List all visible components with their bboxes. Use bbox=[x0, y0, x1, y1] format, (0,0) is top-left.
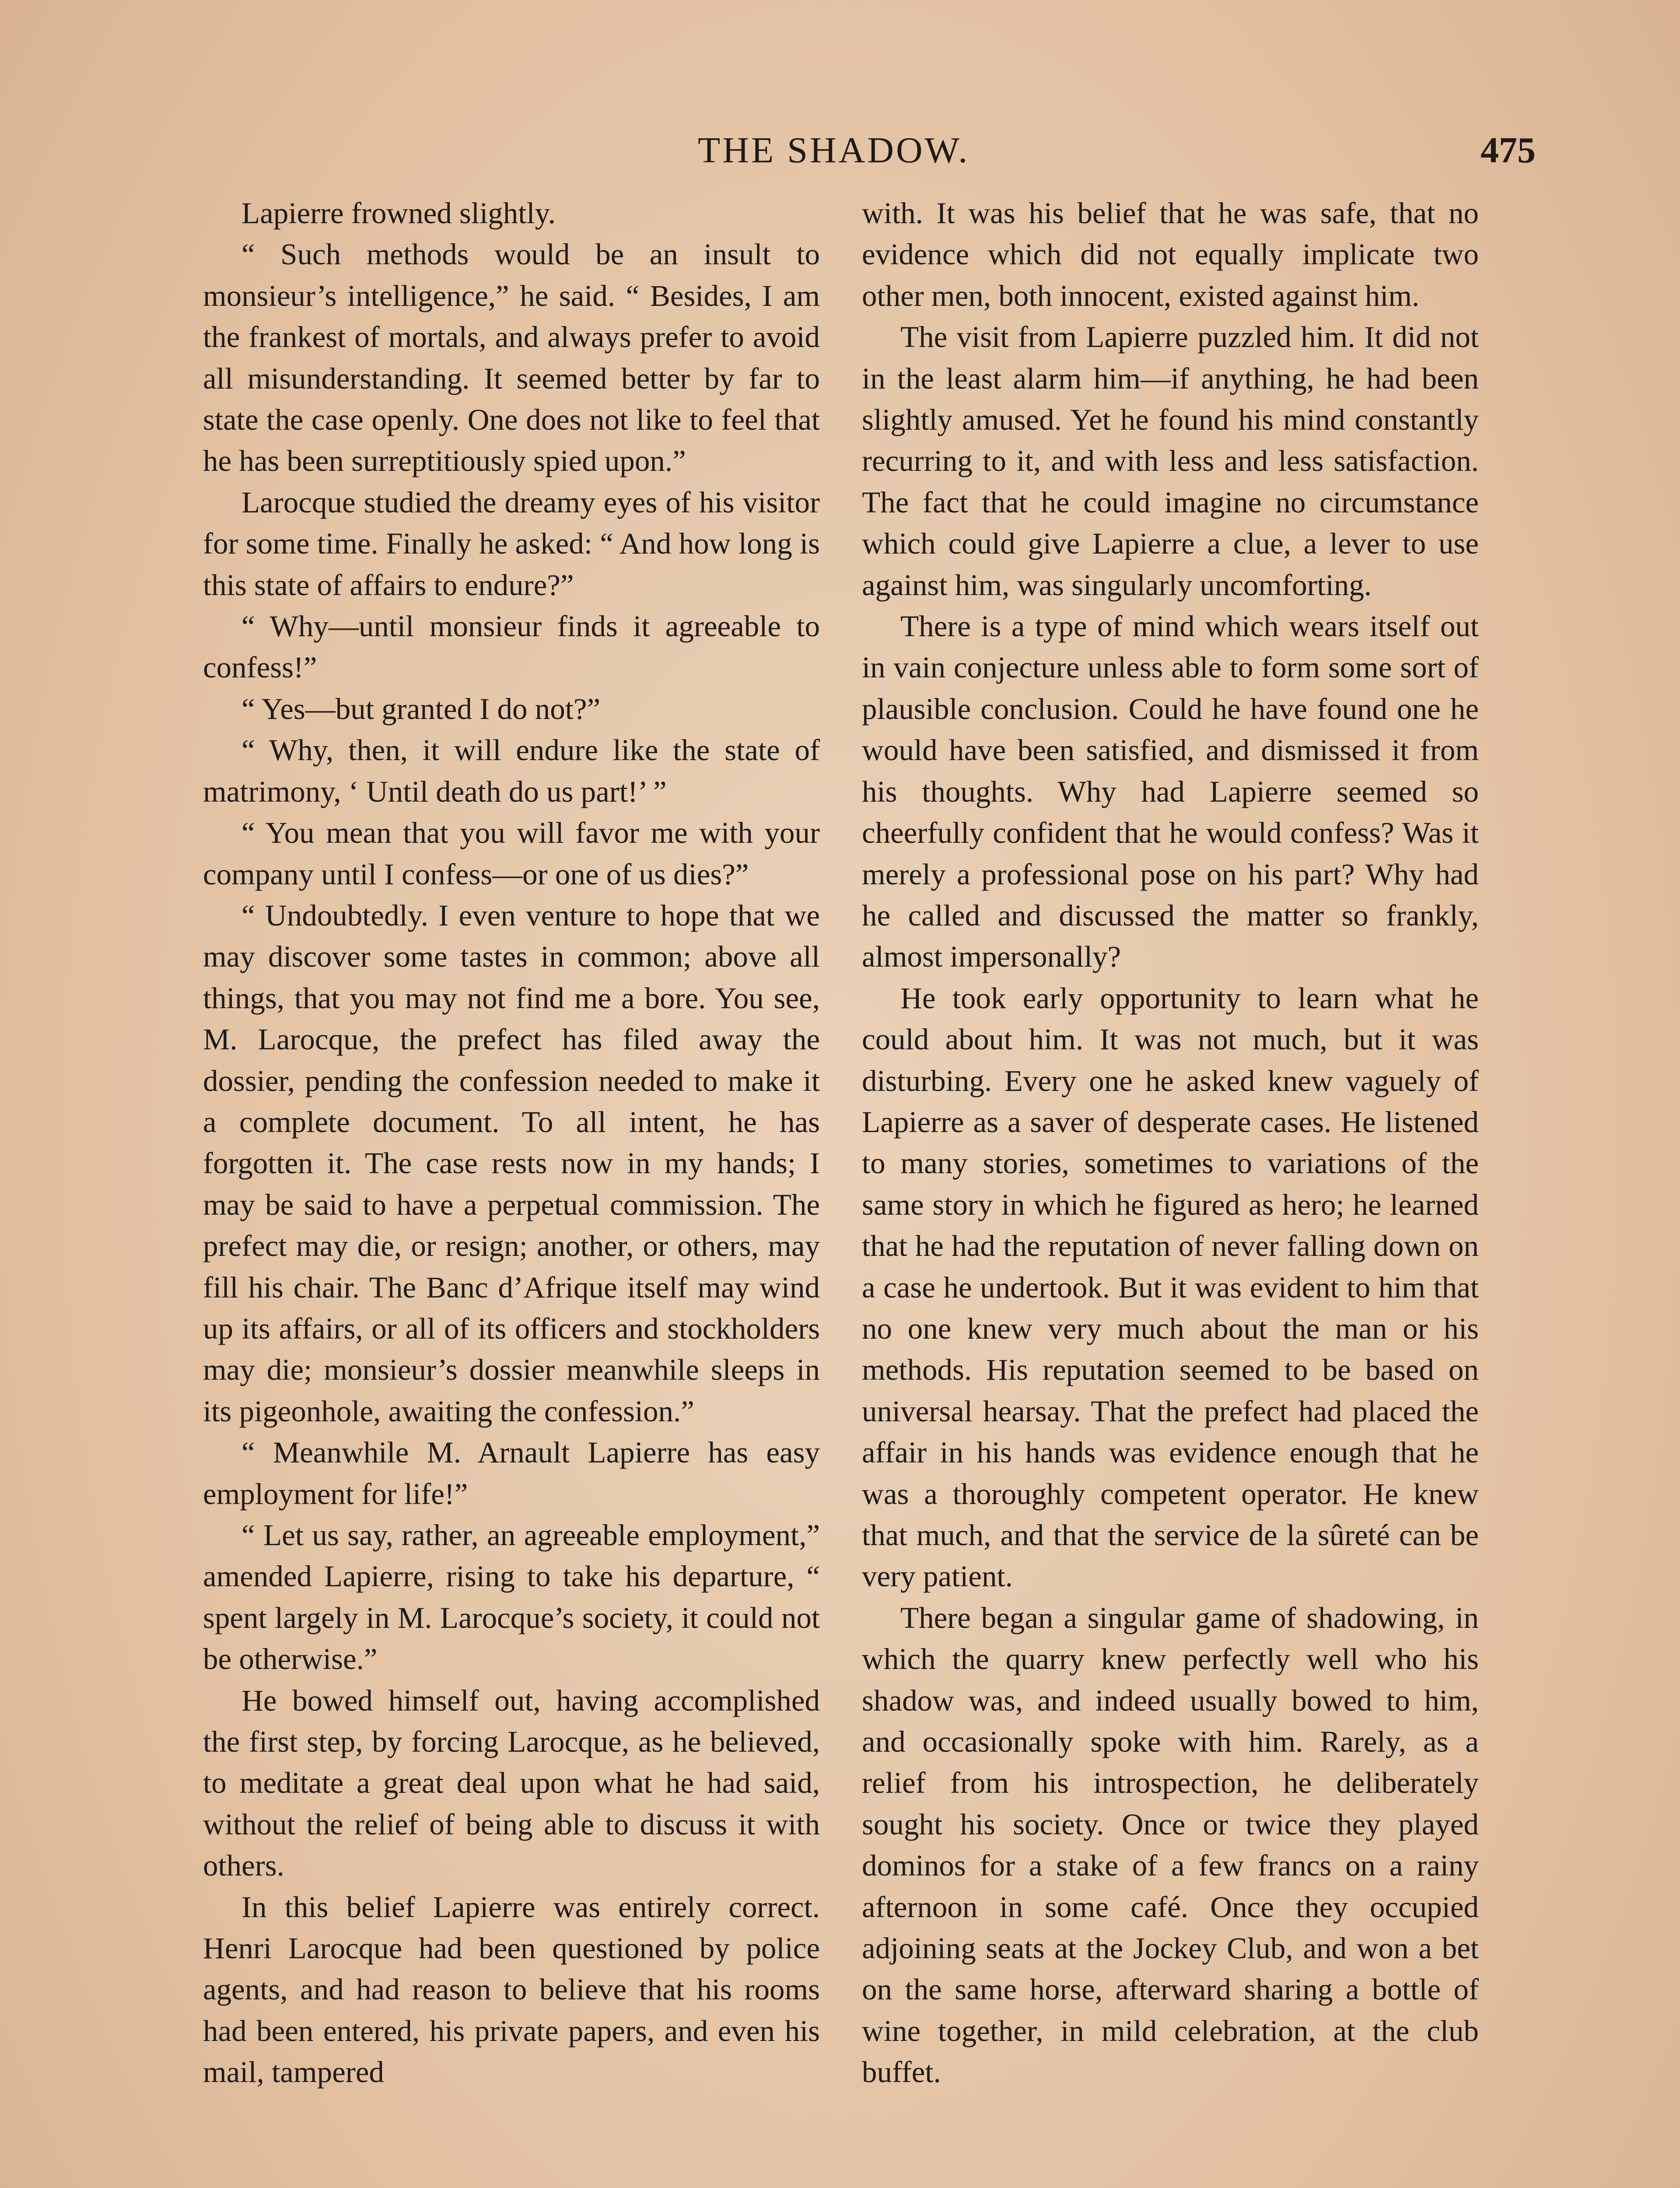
paragraph: “ Why, then, it will endure like the state of matrimony, ‘ Until death do us part!’ ” bbox=[203, 733, 820, 808]
paragraph: “ Meanwhile M. Arnault Lapierre has easy employment for life!” bbox=[203, 1436, 820, 1511]
paragraph-continued: with. It was his belief that he was safe, that no evidence which did not equally implicate two other men, both innocent, existed against him. bbox=[862, 196, 1479, 312]
running-head: THE SHADOW. bbox=[698, 130, 970, 171]
page-header bbox=[656, 129, 1536, 182]
paragraph: Larocque studied the dreamy eyes of his visitor for some time. Finally he asked: “ And how long is this state of affairs to endure?” bbox=[203, 485, 820, 602]
paragraph: “ Undoubtedly. I even venture to hope that we may discover some tastes in common; above all things, that you may not find me a bore. You see, M. Larocque, the prefect has filed away the dossier, pending the confession needed to make it a complete document. To all intent, he has forgotten it. The case rests now in my hands; I may be said to have a perpetual commission. The prefect may die, or resign; another, or others, may fill his chair. The Banc d’Afrique itself may wind up its affairs, or all of its officers and stockholders may die; monsieur’s dossier meanwhile sleeps in its pigeonhole, awaiting the confession.” bbox=[203, 898, 820, 1428]
paragraph: “ Why—until monsieur finds it agreeable to confess!” bbox=[203, 610, 820, 684]
paragraph: He took early opportunity to learn what he could about him. It was not much, but it was disturbing. Every one he asked knew vaguely of Lapierre as a saver of desperate cases. He listened to many stories, sometimes to variations of the same story in which he figured as hero; he learned that he had the reputation of never falling down on a case he undertook. But it was evident to him that no one knew very much about the man or his methods. His reputation seemed to be based on universal hearsay. That the prefect had placed the affair in his hands was evidence enough that he was a thoroughly competent operator. He knew that much, and that the service de la sûreté can be very patient. bbox=[862, 981, 1479, 1593]
left-column bbox=[203, 193, 820, 2093]
paragraph: He bowed himself out, having accomplished the first step, by forcing Larocque, as he believed, to meditate a great deal upon what he had said, without the relief of being able to discuss it with others. bbox=[203, 1683, 820, 1883]
paragraph: “ Let us say, rather, an agreeable employment,” amended Lapierre, rising to take his departure, “ spent largely in M. Larocque’s society, it could not be otherwise.” bbox=[203, 1518, 820, 1676]
paragraph: “ Such methods would be an insult to monsieur’s intelligence,” he said. “ Besides, I am the frankest of mortals, and always prefer to avoid all misunderstanding. It seemed better by far to state the case openly. One does not like to feel that he has been surreptitiously spied upon.” bbox=[203, 238, 820, 478]
paragraph: “ You mean that you will favor me with your company until I confess—or one of us dies?” bbox=[203, 816, 820, 891]
paragraph: “ Yes—but granted I do not?” bbox=[242, 692, 601, 726]
paragraph: The visit from Lapierre puzzled him. It did not in the least alarm him—if anything, he had been slightly amused. Yet he found his mind constantly recurring to it, and with less and less satisfaction. The fact that he could imagine no circumstance which could give Lapierre a clue, a lever to use against him, was singularly uncomforting. bbox=[862, 320, 1479, 602]
paragraph: There began a singular game of shadowing, in which the quarry knew perfectly well who his shadow was, and indeed usually bowed to him, and occasionally spoke with him. Rarely, as a relief from his introspection, he deliberately sought his society. Once or twice they played dominos for a stake of a few francs on a rainy afternoon in some café. Once they occupied adjoining seats at the Jockey Club, and won a bet on the same horse, afterward sharing a bottle of wine together, in mild celebration, at the club buffet. bbox=[862, 1601, 1479, 2089]
paragraph: Lapierre frowned slightly. bbox=[242, 196, 556, 230]
paragraph: There is a type of mind which wears itself out in vain conjecture unless able to form some sort of plausible conclusion. Could he have found one he would have been satisfied, and dismissed it from his thoughts. Why had Lapierre seemed so cheerfully confident that he would confess? Was it merely a professional pose on his part? Why had he called and discussed the matter so frankly, almost impersonally? bbox=[862, 610, 1479, 974]
page-number: 475 bbox=[1480, 130, 1536, 171]
paragraph: In this belief Lapierre was entirely correct. Henri Larocque had been questioned by police agents, and had reason to believe that his rooms had been entered, his private papers, and even his mail, tampered bbox=[203, 1890, 820, 2089]
right-column bbox=[862, 193, 1479, 2093]
